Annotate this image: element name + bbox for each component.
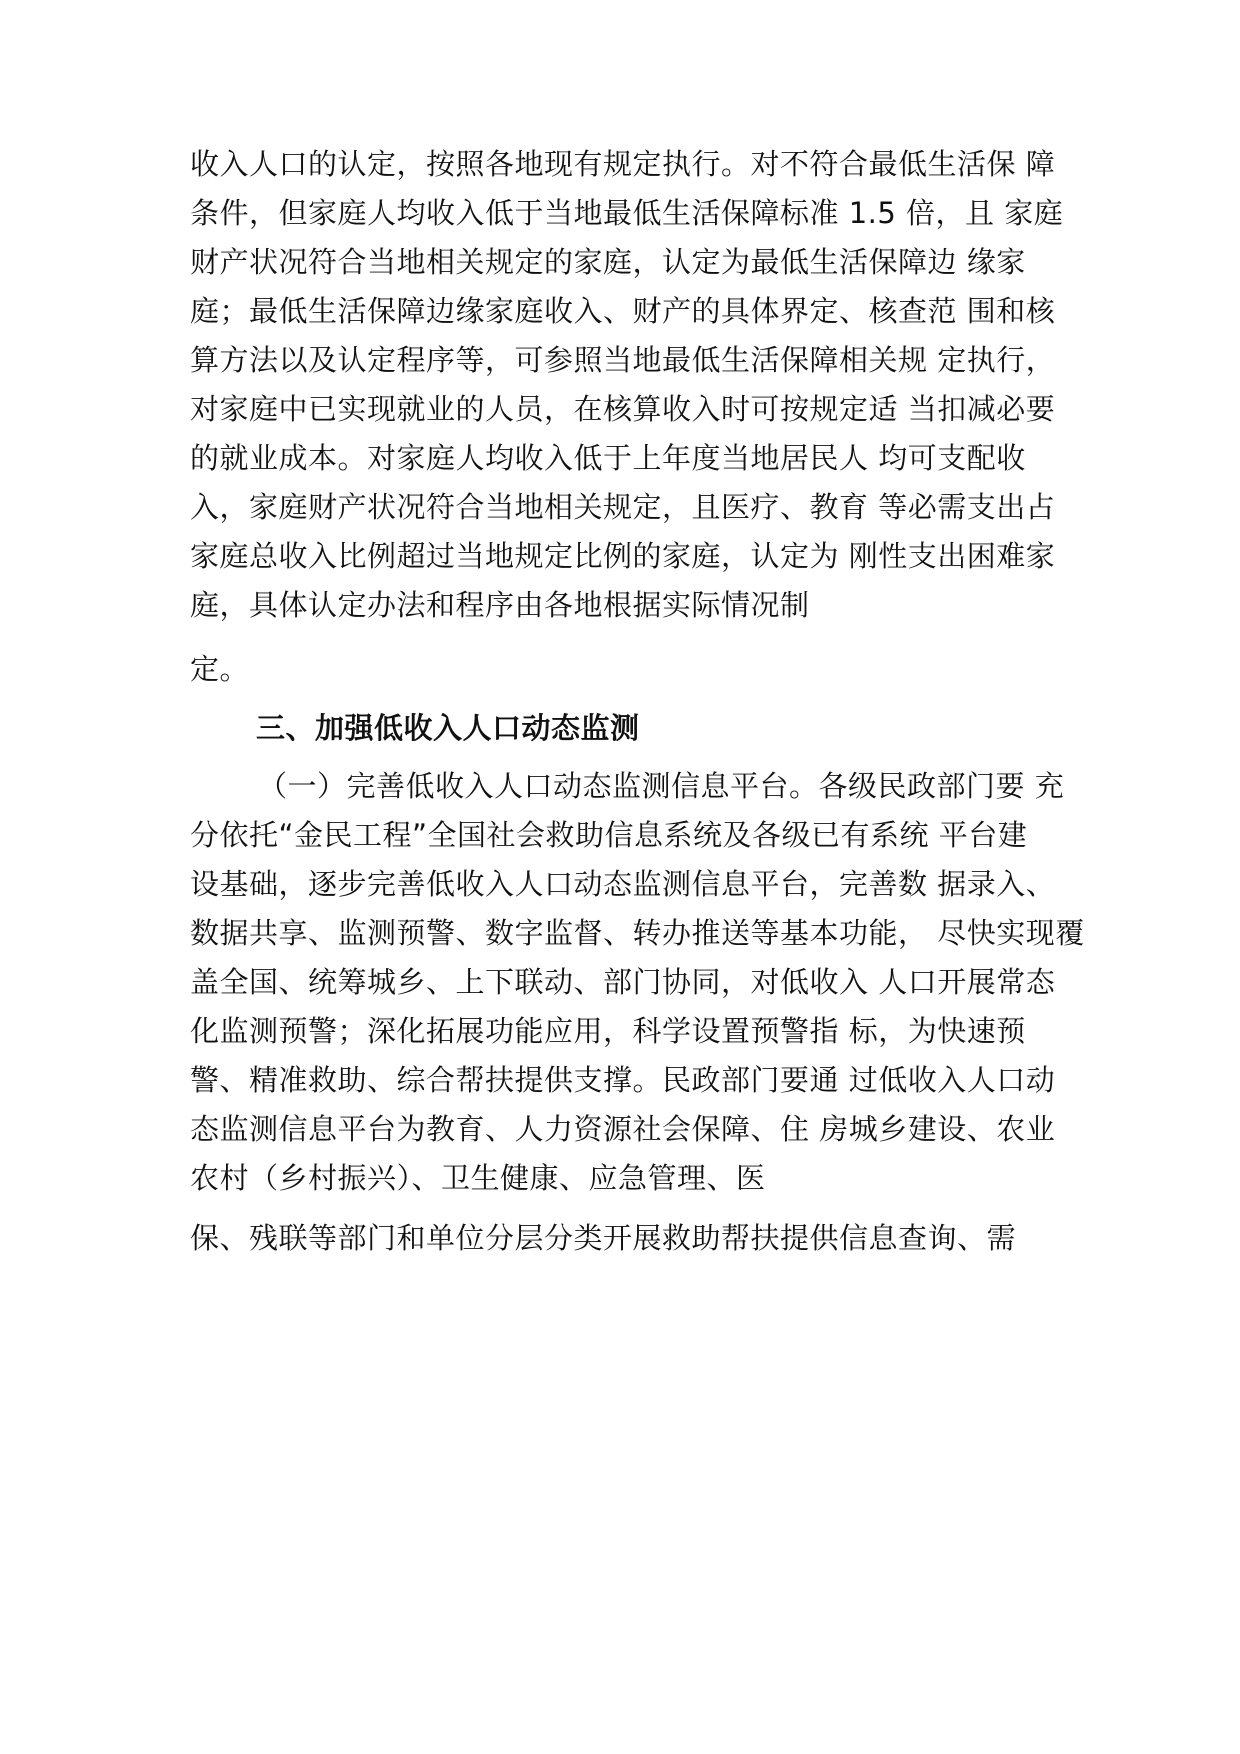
body-text-line: 化监测预警；深化拓展功能应用，科学设置预警指 标，为快速预 — [190, 1014, 1026, 1048]
body-text-line: 入，家庭财产状况符合当地相关规定，且医疗、教育 等必需支出占 — [190, 490, 1056, 524]
body-text-line: 家庭总收入比例超过当地规定比例的家庭，认定为 刚性支出困难家 — [190, 539, 1056, 573]
body-text-line: 收入人口的认定，按照各地现有规定执行。对不符合最低生活保 障 — [190, 147, 1056, 181]
body-text-line: 定。 — [190, 652, 250, 686]
body-text-line: 庭；最低生活保障边缘家庭收入、财产的具体界定、核查范 围和核 — [190, 294, 1056, 328]
body-text-line: 态监测信息平台为教育、人力资源社会保障、住 房城乡建设、农业 — [190, 1112, 1056, 1146]
body-text-line: 对家庭中已实现就业的人员，在核算收入时可按规定适 当扣减必要 — [190, 392, 1056, 426]
body-text-line: （一）完善低收入人口动态监测信息平台。各级民政部门要 充 — [258, 769, 1065, 803]
body-text-line: 数据共享、监测预警、数字监督、转办推送等基本功能， 尽快实现覆 — [190, 916, 1085, 950]
body-text-line: 农村（乡村振兴）、卫生健康、应急管理、医 — [190, 1161, 766, 1195]
body-text-line: 保、残联等部门和单位分层分类开展救助帮扶提供信息查询、需 — [190, 1221, 1017, 1255]
body-text-line: 条件，但家庭人均收入低于当地最低生活保障标准 1.5 倍，且 家庭 — [190, 196, 1064, 230]
body-text-line: 的就业成本。对家庭人均收入低于上年度当地居民人 均可支配收 — [190, 441, 1026, 475]
body-text-line: 算方法以及认定程序等，可参照当地最低生活保障相关规 定执行， — [190, 343, 1056, 377]
body-text-line: 设基础，逐步完善低收入人口动态监测信息平台，完善数 据录入、 — [190, 867, 1056, 901]
body-text-line: 警、精准救助、综合帮扶提供支撑。民政部门要通 过低收入人口动 — [190, 1063, 1056, 1097]
body-text-line: 分依托“金民工程”全国社会救助信息系统及各级已有系统 平台建 — [190, 818, 1028, 852]
body-text-line: 庭，具体认定办法和程序由各地根据实际情况制 — [190, 588, 810, 622]
body-text-line: 财产状况符合当地相关规定的家庭，认定为最低生活保障边 缘家 — [190, 245, 1026, 279]
body-text-line: 盖全国、统筹城乡、上下联动、部门协同，对低收入 人口开展常态 — [190, 965, 1056, 999]
section-heading: 三、加强低收入人口动态监测 — [256, 711, 640, 745]
